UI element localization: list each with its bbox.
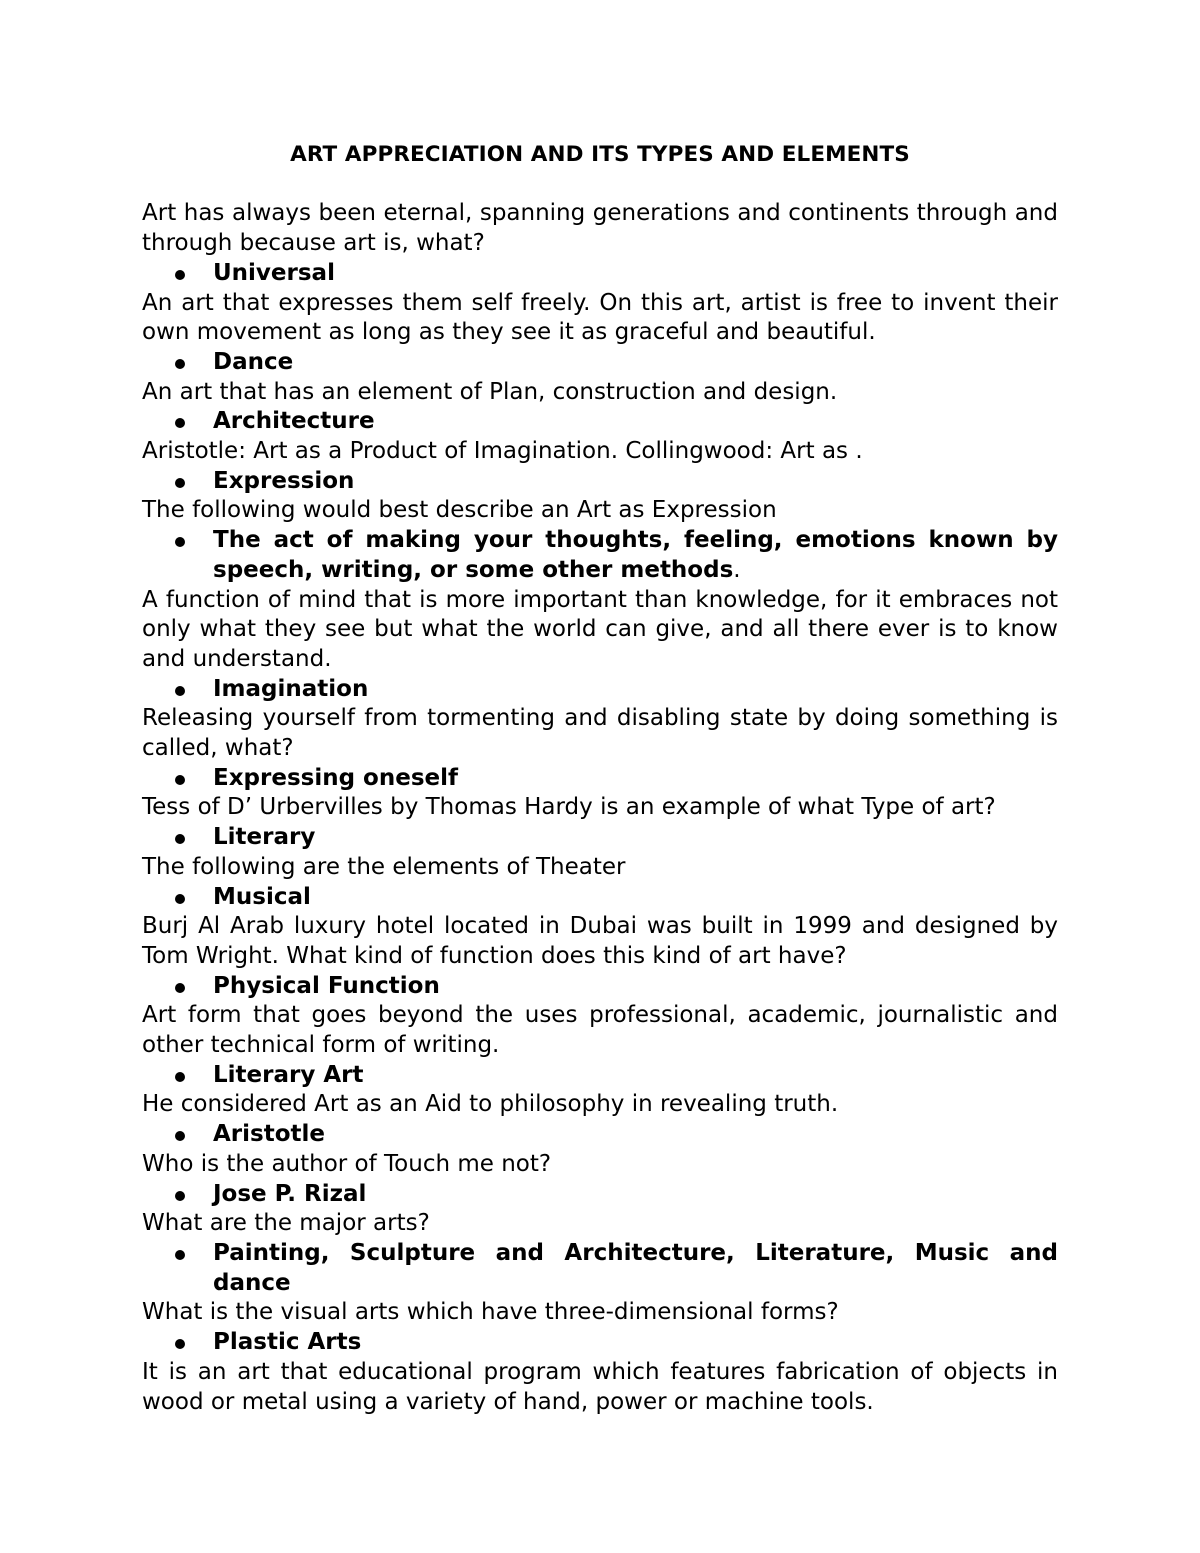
question-text: The following are the elements of Theater bbox=[142, 853, 626, 880]
question-text: Aristotle: Art as a Product of Imagination. Collingwood: Art as . bbox=[142, 438, 863, 465]
answer-item bbox=[142, 972, 1058, 1002]
bullet-icon bbox=[175, 1250, 185, 1260]
answer-item bbox=[142, 1061, 1058, 1091]
answer-item bbox=[142, 1180, 1058, 1210]
bullet-icon bbox=[175, 359, 185, 369]
bullet-icon bbox=[175, 1191, 185, 1201]
bullet-icon bbox=[175, 1072, 185, 1082]
question-text: What are the major arts? bbox=[142, 1210, 430, 1237]
bullet-icon bbox=[175, 686, 185, 696]
question-text: Art form that goes beyond the uses professional, academic, journalistic and other technical form of writing. bbox=[142, 1002, 1058, 1059]
answer-text: Plastic Arts bbox=[213, 1329, 362, 1356]
bullet-icon bbox=[175, 1131, 185, 1141]
bullet-icon bbox=[175, 270, 185, 280]
answer-text: Aristotle bbox=[213, 1121, 325, 1148]
question-text: Art has always been eternal, spanning generations and continents through and through because art is, what? bbox=[142, 200, 1058, 257]
answer-text: Musical bbox=[213, 883, 311, 910]
answer-item bbox=[142, 348, 1058, 378]
answer-item bbox=[142, 883, 1058, 913]
answer-text: Expression bbox=[213, 467, 355, 494]
bullet-icon bbox=[175, 983, 185, 993]
bullet-icon bbox=[175, 478, 185, 488]
document-page bbox=[142, 140, 1058, 1417]
answer-item bbox=[142, 1328, 1058, 1358]
answer-text: Architecture bbox=[213, 408, 375, 435]
bullet-icon bbox=[175, 537, 185, 547]
answer-text: Imagination bbox=[213, 675, 369, 702]
answer-text: Jose P. Rizal bbox=[213, 1180, 367, 1207]
answer-text: Expressing oneself bbox=[213, 764, 459, 791]
answer-item bbox=[142, 1120, 1058, 1150]
answer-text: Painting, Sculpture and Architecture, Literature, Music and dance bbox=[213, 1240, 1058, 1296]
answer-suffix: . bbox=[733, 556, 741, 583]
question-text: It is an art that educational program which features fabrication of objects in wood or metal using a variety of hand, power or machine tools. bbox=[142, 1358, 1058, 1415]
question-text: A function of mind that is more important than knowledge, for it embraces not only what they see but what the world can give, and all there ever is to know and understand. bbox=[142, 586, 1058, 672]
answer-text: Dance bbox=[213, 348, 294, 375]
answer-item bbox=[142, 823, 1058, 853]
answer-item bbox=[142, 526, 1058, 585]
bullet-icon bbox=[175, 894, 185, 904]
answer-text: The act of making your thoughts, feeling, emotions known by speech, writing, or some other methods bbox=[213, 527, 1058, 583]
question-text: What is the visual arts which have three-dimensional forms? bbox=[142, 1299, 839, 1326]
answer-item bbox=[142, 764, 1058, 794]
question-text: Burj Al Arab luxury hotel located in Dubai was built in 1999 and designed by Tom Wright. What kind of function does this kind of art have? bbox=[142, 913, 1058, 969]
question-text: Who is the author of Touch me not? bbox=[142, 1150, 552, 1177]
question-text: An art that expresses them self freely. On this art, artist is free to invent their own movement as long as they see it as graceful and beautiful. bbox=[142, 289, 1058, 346]
bullet-icon bbox=[175, 418, 185, 428]
answer-item bbox=[142, 1239, 1058, 1298]
answer-text: Literary bbox=[213, 824, 316, 851]
answer-text: Literary Art bbox=[213, 1061, 364, 1088]
question-text: He considered Art as an Aid to philosophy in revealing truth. bbox=[142, 1091, 839, 1118]
answer-item bbox=[142, 675, 1058, 705]
question-text: The following would best describe an Art as Expression bbox=[142, 497, 777, 524]
bullet-icon bbox=[175, 775, 185, 785]
answer-item bbox=[142, 467, 1058, 497]
bullet-icon bbox=[175, 834, 185, 844]
page-title: ART APPRECIATION AND ITS TYPES AND ELEMENTS bbox=[290, 142, 910, 167]
question-text: An art that has an element of Plan, construction and design. bbox=[142, 378, 838, 405]
answer-item bbox=[142, 259, 1058, 289]
answer-item bbox=[142, 407, 1058, 437]
answer-text: Physical Function bbox=[213, 972, 440, 999]
question-text: Tess of D’ Urbervilles by Thomas Hardy is an example of what Type of art? bbox=[142, 794, 996, 821]
answer-text: Universal bbox=[213, 259, 335, 286]
question-text: Releasing yourself from tormenting and disabling state by doing something is called, what? bbox=[142, 705, 1058, 762]
bullet-icon bbox=[175, 1339, 185, 1349]
